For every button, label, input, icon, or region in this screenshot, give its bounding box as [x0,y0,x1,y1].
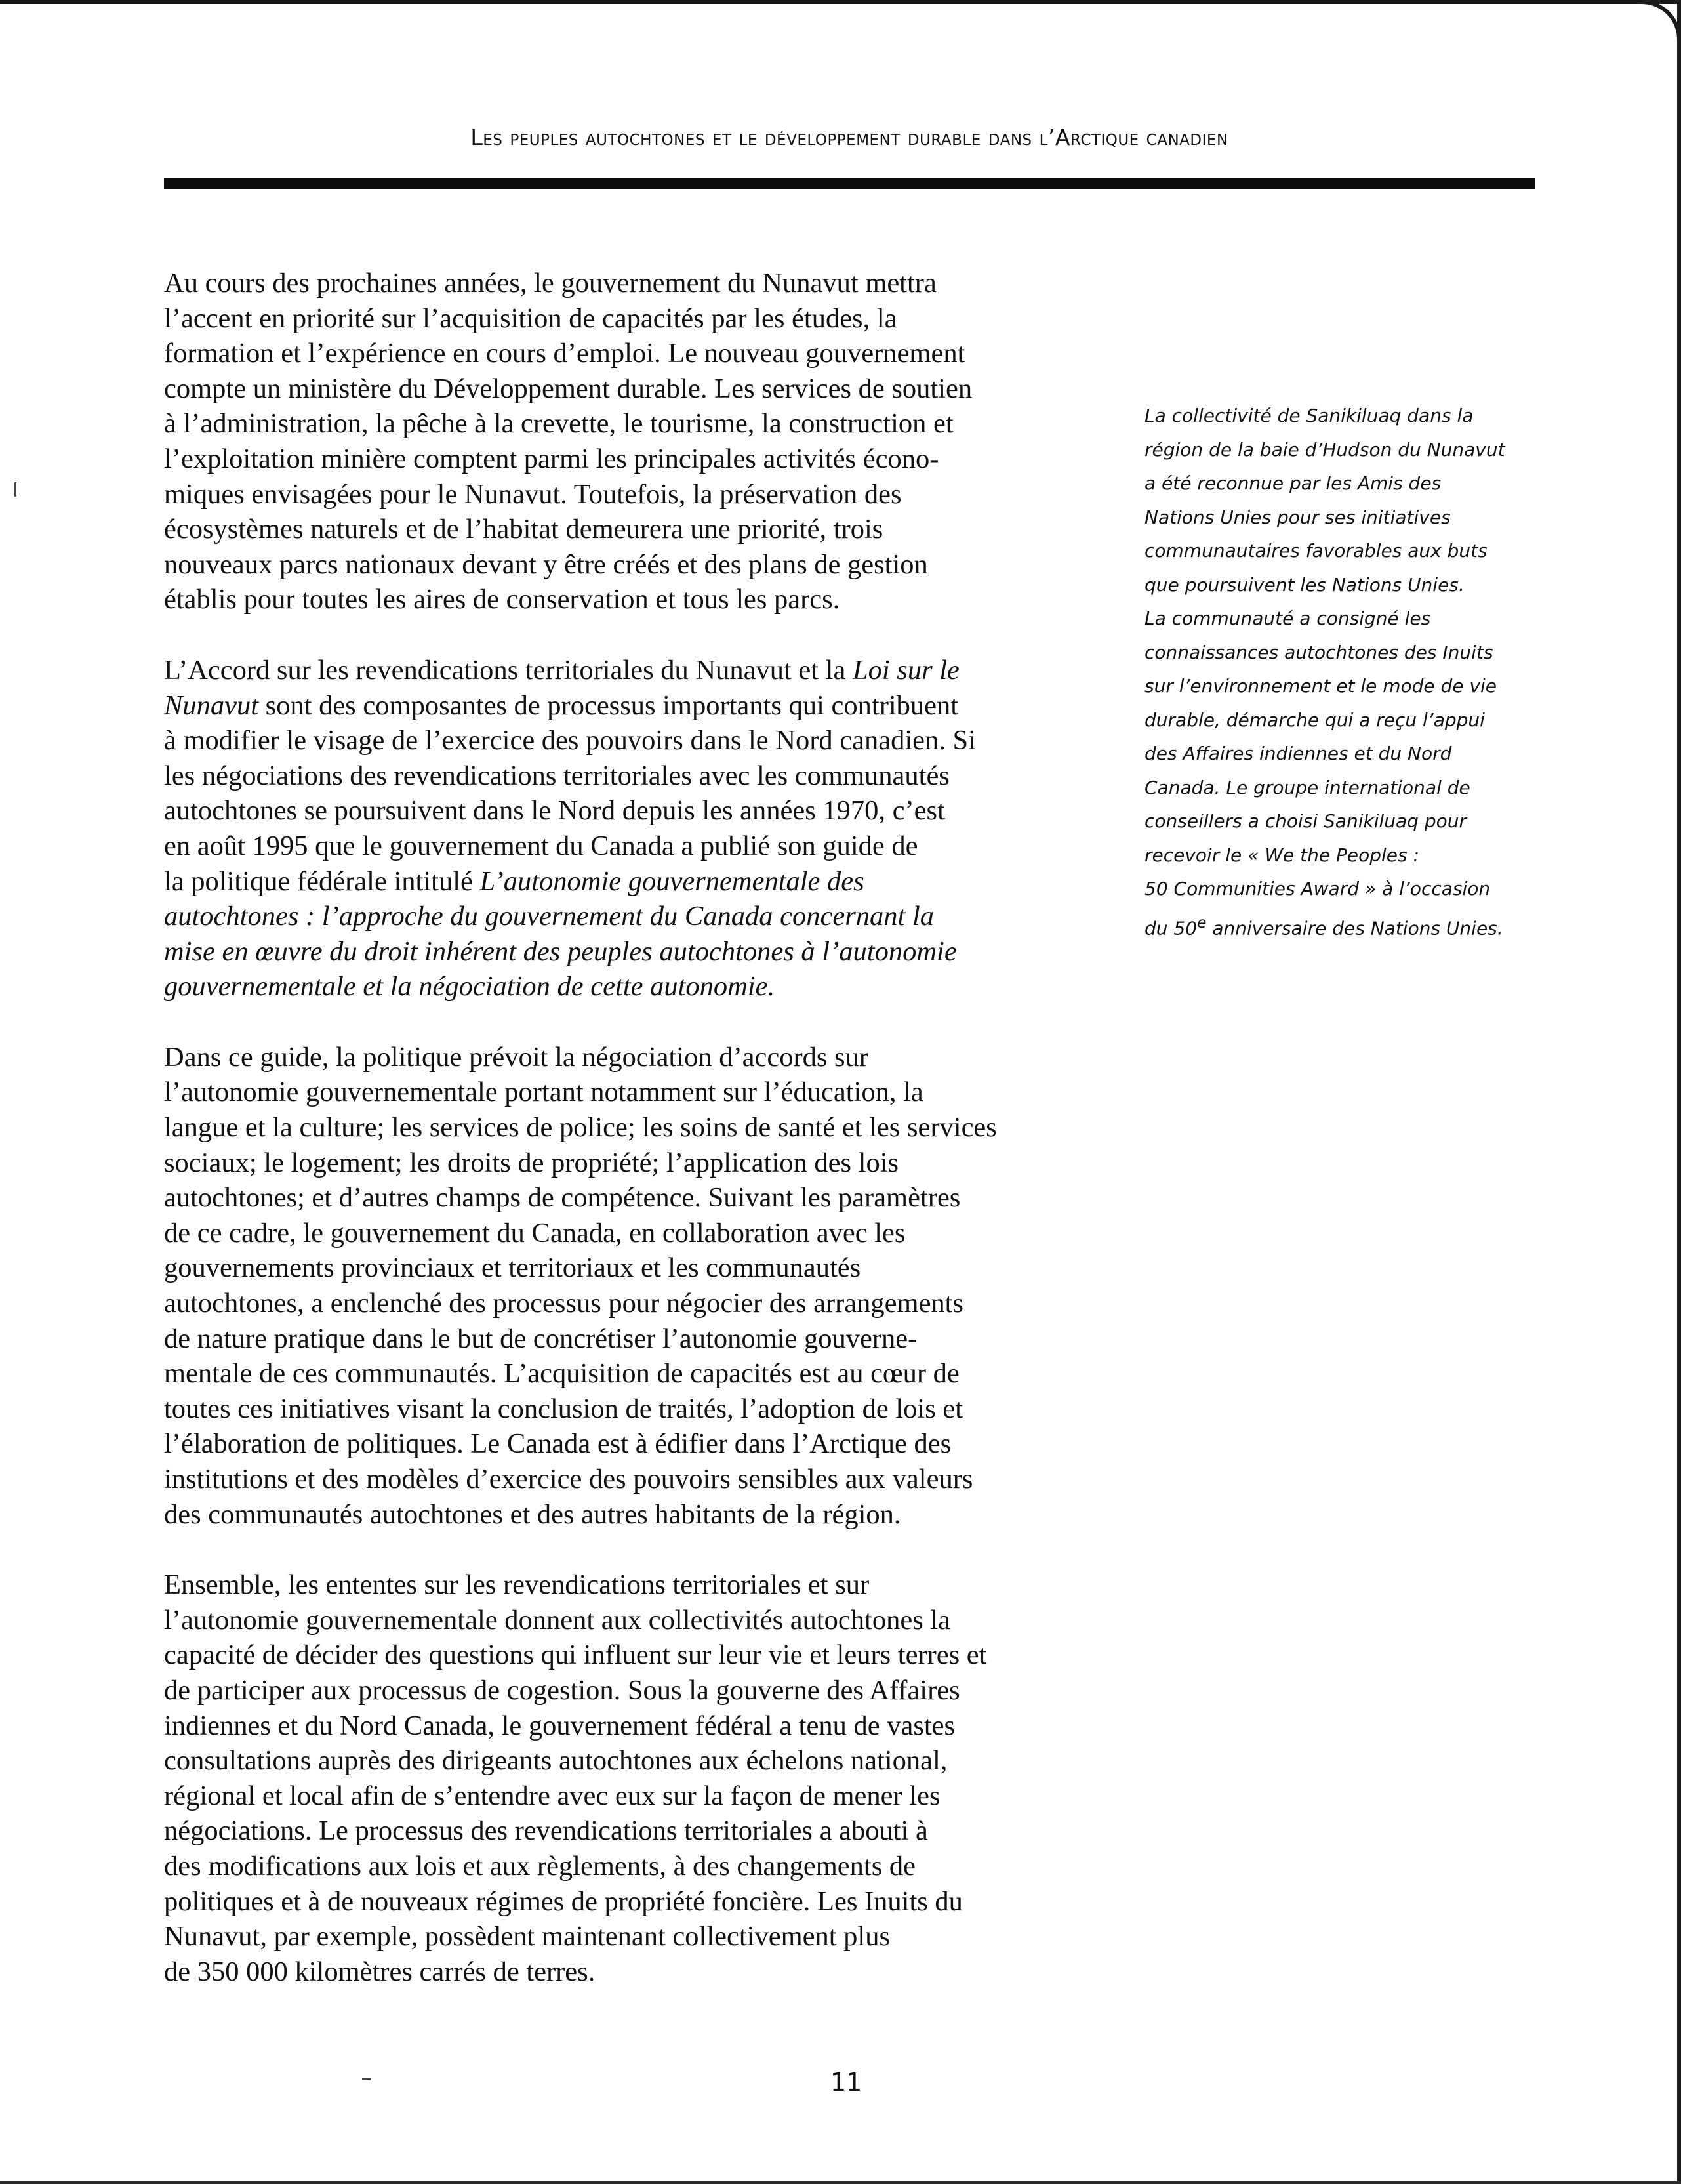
paragraph-2-law-title: Loi sur le Nunavut [164,654,960,721]
paragraph-1: Au cours des prochaines années, le gouvernement du Nunavut mettra l’accent en priorité sur l’acquisition de capacités par les études, la formation et l’expérience en cours d’emploi. Le nouveau gouvernement compte un ministère du Développement durable. Les services de soutien à l’administration, la pêche à la crevette, le tourisme, la construction et l’exploitation minière comptent parmi les principales activités écono- miques envisagées pour le Nunavut. Toutefois, la préservation des écosystèmes naturels et de l’habitat demeurera une priorité, trois nouveaux parcs nationaux devant y être créés et des plans de gestion établis pour toutes les aires de conservation et tous les parcs. [164,268,973,615]
running-header-part2: Arctique canadien [1055,125,1228,150]
page-edge-top [0,0,1681,4]
header-rule [164,178,1535,189]
page-number: 11 [830,2068,862,2097]
running-header-part1: Les peuples autochtones et le développement durable dans l’ [470,125,1055,150]
paragraph-2-guide-title: L’autonomie gouvernementale des autochtones : l’approche du gouvernement du Canada concernant la mise en œuvre du droit inhérent des peuples autochtones à l’autonomie gouvernementale et la négociation de cette autonomie. [164,865,957,1002]
sidebar-superscript: e [1197,913,1207,932]
sidebar-text-end: anniversaire des Nations Unies. [1206,917,1503,939]
main-column [164,266,1095,2025]
paragraph-4: Ensemble, les ententes sur les revendications territoriales et sur l’autonomie gouvernementale donnent aux collectivités autochtones la capacité de décider des questions qui influent sur leur vie et leurs terres et de participer aux processus de cogestion. Sous la gouverne des Affaires indiennes et du Nord Canada, le gouvernement fédéral a tenu de vastes consultations auprès des dirigeants autochtones aux échelons national, régional et local afin de s’entendre avec eux sur la façon de mener les négociations. Le processus des revendications territoriales a abouti à des modifications aux lois et aux règlements, à des changements de politiques et à de nouveaux régimes de propriété foncière. Les Inuits du Nunavut, par exemple, possèdent maintenant collectivement plus de 350 000 kilomètres carrés de terres. [164,1569,987,1987]
scan-mark-left [14,482,16,497]
scan-mark-bottom [362,2078,371,2080]
page-edge-bottom [0,2181,1681,2184]
paragraph-2-text-a: L’Accord sur les revendications territoriales du Nunavut et la [164,654,853,686]
paragraph-3: Dans ce guide, la politique prévoit la négociation d’accords sur l’autonomie gouvernementale portant notamment sur l’éducation, la langue et la culture; les services de police; les soins de santé et les services sociaux; le logement; les droits de propriété; l’application des lois autochtones; et d’autres champs de compétence. Suivant les paramètres de ce cadre, le gouvernement du Canada, en collaboration avec les gouvernements provinciaux et territoriaux et les communautés autochtones, a enclenché des processus pour négocier des arrangements de nature pratique dans le but de concrétiser l’autonomie gouverne- mentale de ces communautés. L’acquisition de capacités est au cœur de toutes ces initiatives visant la conclusion de traités, l’adoption de lois et l’élaboration de politiques. Le Canada est à édifier dans l’Arctique des institutions et des modèles d’exercice des pouvoirs sensibles aux valeurs des communautés autochtones et des autres habitants de la région. [164,1041,997,1530]
paragraph-2-text-b: sont des composantes de processus importants qui contribuent à modifier le visage de l’exercice des pouvoirs dans le Nord canadien. Si les négociations des revendications territoriales avec les communautés autochtones se poursuivent dans le Nord depuis les années 1970, c’est en août 1995 que le gouvernement du Canada a publié son guide de la politique fédérale intitulé [164,690,976,897]
sidebar-text: La collectivité de Sanikiluaq dans la région de la baie d’Hudson du Nunavut a été reconnue par les Amis des Nations Unies pour ses initiatives communautaires favorables aux buts que poursuivent les Nations Unies. La communauté a consigné les connaissances autochtones des Inuits sur l’environnement et le mode de vie durable, démarche qui a reçu l’appui des Affaires indiennes et du Nord Canada. Le groupe international de conseillers a choisi Sanikiluaq pour recevoir le « We the Peoples : 50 Communities Award » à l’occasion du 50 [1144,405,1505,939]
page-corner [1635,0,1681,46]
running-header [164,125,1535,150]
sidebar-note [1144,399,1551,945]
paragraph-2 [164,653,1095,1004]
page-edge-right [1677,0,1681,2184]
